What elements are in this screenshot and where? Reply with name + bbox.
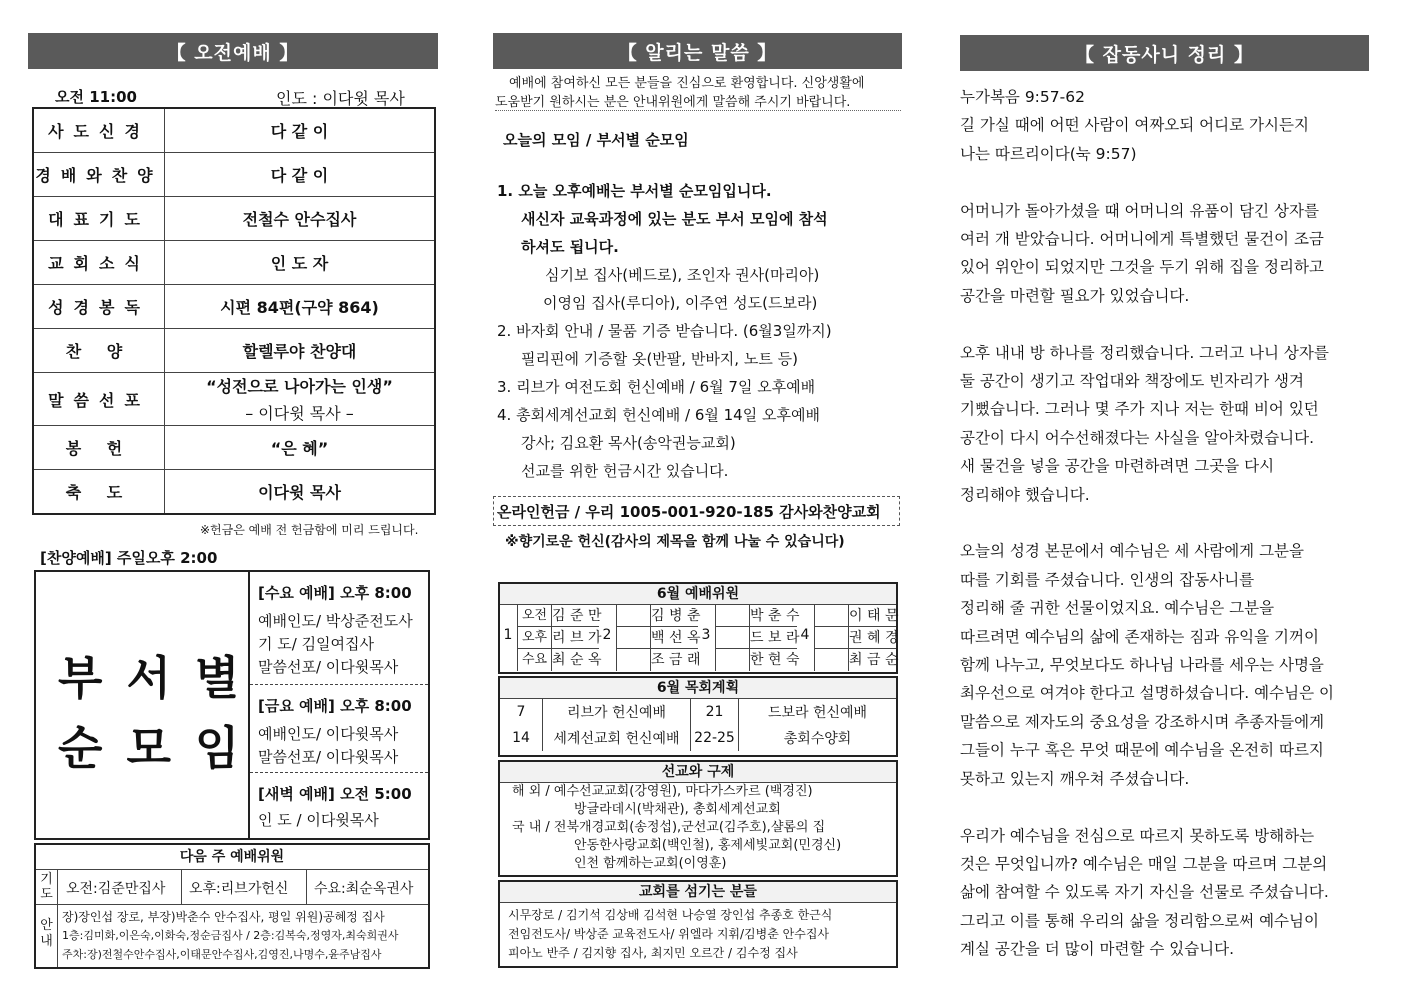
notices-intro	[495, 72, 901, 111]
duty-name: 김 병 춘	[650, 605, 698, 627]
essay-header: 【 잡동사니 정리 】	[960, 35, 1369, 71]
notice-item: 심기보 집사(베드로), 조인자 권사(마리아)	[545, 266, 820, 284]
order-value: 시편 84편(구약 864)	[165, 285, 436, 329]
servants-title: 교회를 섬기는 분들	[500, 882, 896, 903]
order-key: 대표기도	[33, 197, 165, 241]
next-cell: 오후:리브가헌신	[189, 881, 289, 897]
essay-line: 나는 따르리이다(눅 9:57)	[960, 144, 1137, 163]
plan-event: 총회수양회	[783, 731, 852, 747]
essay-line: 함께 나누고, 무엇보다도 하나님 나라를 세우는 사명을	[960, 656, 1324, 675]
order-key: 사도신경	[33, 108, 165, 153]
duty-slot	[715, 649, 749, 671]
duty-slot: 오전	[517, 605, 551, 627]
essay-line: 말씀으로 제자도의 중요성을 강조하시며 추종자들에게	[960, 712, 1325, 731]
fragrant-offering: ※향기로운 헌신(감사의 제목을 함께 나눌 수 있습니다)	[505, 534, 845, 550]
mission-line: 방글라데시(박채관), 총회세계선교회	[574, 802, 781, 817]
duty-name: 이 태 문	[848, 605, 896, 627]
friday-title: [금요 예배] 오후 8:00	[258, 697, 412, 715]
duty-name: 한 현 숙	[749, 649, 797, 671]
essay-line: 새 물건을 넣을 공간을 마련하려면 그곳을 다시	[960, 457, 1275, 476]
online-offering: 온라인헌금 / 우리 1005-001-920-185 감사와찬양교회	[493, 496, 900, 526]
mission-line: 해 외 / 예수선교교회(강영원), 마다가스카르 (백경진)	[512, 784, 813, 799]
next-prayer-key: 기도	[36, 870, 58, 904]
today-meeting: 오늘의 모임 / 부서별 순모임	[503, 131, 689, 149]
duty-week-number: 4	[800, 627, 810, 643]
order-key: 경배와찬양	[33, 153, 165, 197]
wednesday-line: 말씀선포/ 이다윗목사	[258, 658, 399, 676]
duty-week-number: 1	[503, 627, 513, 643]
notice-item: 2. 바자회 안내 / 물품 기증 받습니다. (6월3일까지)	[497, 322, 832, 340]
plan-event: 드보라 헌신예배	[767, 705, 868, 721]
wednesday-cell	[250, 572, 428, 685]
next-cell: 수요:최순옥권사	[314, 881, 414, 897]
june-duty-grid	[500, 605, 899, 672]
essay-paragraph	[960, 822, 1369, 964]
essay-line: 계실 공간을 더 많이 마련할 수 있습니다.	[960, 940, 1235, 959]
june-plan-table	[500, 699, 896, 751]
friday-line: 예배인도/ 이다윗목사	[258, 725, 399, 743]
duty-slot: 수요	[517, 649, 551, 671]
order-of-worship	[32, 107, 436, 515]
june-plan-box	[498, 676, 898, 757]
next-cell: 오전:김준만집사	[66, 881, 166, 897]
notice-item: 필리핀에 기증할 옷(반팔, 반바지, 노트 등)	[521, 350, 798, 368]
essay-line: 공간을 마련할 필요가 있었습니다.	[960, 286, 1190, 305]
duty-name: 최 금 순	[848, 649, 896, 671]
order-key: 축 도	[33, 470, 165, 515]
notice-item: 1. 오늘 오후예배는 부서별 순모임입니다.	[497, 182, 772, 200]
worship-leader: 인도 : 이다윗 목사	[276, 89, 405, 108]
servants-line: 전임전도사/ 박상준 교육전도사/ 위엘라 지휘/김병춘 안수집사	[508, 927, 830, 941]
dawn-title: [새벽 예배] 오전 5:00	[258, 785, 412, 803]
duty-name: 리 브 가	[551, 627, 599, 649]
plan-date: 14	[500, 725, 543, 751]
next-prayer-row	[36, 870, 428, 905]
essay-line: 따를 기회를 주셨습니다. 인생의 잡동사니를	[960, 570, 1255, 589]
intro-line: 도움받기 원하시는 분은 안내위원에게 말씀해 주시기 바랍니다.	[495, 95, 851, 110]
essay-paragraph	[960, 339, 1369, 509]
june-duty-title: 6월 예배위원	[500, 584, 896, 605]
june-plan-title: 6월 목회계획	[500, 678, 896, 699]
duty-name: 최 순 옥	[551, 649, 599, 671]
duty-slot	[715, 605, 749, 627]
next-guide-key: 안내	[36, 905, 58, 967]
notice-item: 3. 리브가 여전도회 헌신예배 / 6월 7일 오후예배	[497, 378, 816, 396]
friday-cell	[250, 685, 428, 773]
notice-list	[497, 177, 901, 485]
friday-line: 말씀선포/ 이다윗목사	[258, 748, 399, 766]
servants-line: 시무장로 / 김기석 김상배 김석현 나승열 장인섭 추종호 한근식	[508, 908, 833, 922]
dawn-line: 인 도 / 이다윗목사	[258, 811, 379, 829]
divider	[181, 870, 182, 904]
essay-line: 어머니가 돌아가셨을 때 어머니의 유품이 담긴 상자를	[960, 201, 1319, 220]
wednesday-line: 기 도/ 김일여집사	[258, 635, 375, 653]
duty-slot	[814, 649, 848, 671]
essay-line: 오후 내내 방 하나를 정리했습니다. 그러고 나니 상자를	[960, 343, 1329, 362]
next-week-box	[34, 843, 430, 969]
duty-name: 드 보 라	[749, 627, 797, 649]
essay-paragraph	[960, 197, 1369, 311]
essay-line: 길 가실 때에 어떤 사람이 여짜오되 어디로 가시든지	[960, 116, 1309, 135]
dawn-cell	[250, 773, 428, 838]
essay-line: 둘 공간이 생기고 작업대와 책장에도 빈자리가 생겨	[960, 372, 1304, 391]
mission-line: 인천 함께하는교회(이영훈)	[574, 856, 727, 871]
mission-line: 국 내 / 전북개경교회(송정섭),군선교(김주호),샬롬의 집	[512, 820, 826, 835]
servants-box	[498, 880, 898, 968]
order-value: 다 같 이	[165, 153, 436, 197]
duty-slot: 오후	[517, 627, 551, 649]
order-key: 봉 헌	[33, 426, 165, 470]
order-value: 다 같 이	[165, 108, 436, 153]
duty-group	[500, 605, 602, 672]
essay-line: 그리고 이를 통해 우리의 삶을 정리함으로써 예수님이	[960, 911, 1319, 930]
duty-slot	[814, 627, 848, 649]
notice-item: 새신자 교육과정에 있는 분도 부서 모임에 참석	[521, 210, 828, 228]
order-value: 이다윗 목사	[165, 470, 436, 515]
worship-time: 오전 11:00	[55, 88, 137, 106]
essay-line: 삶에 참여할 수 있도록 자기 자신을 선물로 주셨습니다.	[960, 883, 1329, 902]
essay-line: 그들이 누구 혹은 무엇 때문에 예수님을 온전히 따르지	[960, 741, 1324, 760]
duty-group	[797, 605, 899, 672]
sermon-title: “성전으로 나아가는 인생”	[206, 377, 393, 396]
essay-line: 따르려면 예수님의 삶에 존재하는 짐과 유익을 기꺼이	[960, 627, 1319, 646]
essay-line: 기뻤습니다. 그러나 몇 주가 지나 저는 한때 비어 있던	[960, 400, 1319, 419]
next-guide-line: 장)장인섭 장로, 부장)박춘수 안수집사, 평일 위원)공혜정 집사	[62, 910, 385, 924]
big-title-line1: 부 서 별	[58, 651, 244, 705]
order-key: 교회소식	[33, 241, 165, 285]
wednesday-line: 예배인도/ 박상준전도사	[258, 612, 413, 630]
order-value: 인 도 자	[165, 241, 436, 285]
essay-line: 것은 무엇입니까? 예수님은 매일 그분을 따르며 그분의	[960, 854, 1328, 873]
duty-week-number: 3	[701, 627, 711, 643]
duty-week-number: 2	[602, 627, 612, 643]
duty-group	[698, 605, 800, 672]
intro-line: 예배에 참여하신 모든 분들을 진심으로 환영합니다. 신앙생활에	[509, 76, 865, 91]
order-key: 성경봉독	[33, 285, 165, 329]
mission-line: 안동한사랑교회(백인철), 홍제세빛교회(민경신)	[574, 838, 842, 853]
order-key: 찬 양	[33, 329, 165, 373]
duty-name: 박 춘 수	[749, 605, 797, 627]
notice-item: 4. 총회세계선교회 헌신예배 / 6월 14일 오후예배	[497, 406, 820, 424]
offering-note: ※헌금은 예배 전 헌금함에 미리 드립니다.	[200, 523, 419, 537]
plan-date: 22-25	[691, 725, 739, 751]
essay-line: 공간이 다시 어수선해졌다는 사실을 알아차렸습니다.	[960, 428, 1315, 447]
plan-date: 7	[500, 699, 543, 725]
essay-line: 정리해야 했습니다.	[960, 485, 1090, 504]
duty-slot	[616, 605, 650, 627]
worship-header: 【 오전예배 】	[28, 33, 438, 69]
duty-name: 권 혜 경	[848, 627, 896, 649]
order-value	[165, 373, 436, 426]
big-title-line2: 순 모 임	[58, 721, 244, 775]
notice-item: 이영임 집사(루디아), 이주연 성도(드보라)	[543, 294, 818, 312]
notice-item: 강사; 김요환 목사(송악권능교회)	[521, 434, 736, 452]
sermon-preacher: – 이다윗 목사 –	[245, 404, 354, 423]
order-value: 할렐루야 찬양대	[165, 329, 436, 373]
duty-name: 조 금 래	[650, 649, 698, 671]
duty-slot	[616, 649, 650, 671]
praise-worship-title: [찬양예배] 주일오후 2:00	[40, 549, 218, 567]
duty-slot	[616, 627, 650, 649]
mission-title: 선교와 구제	[500, 762, 896, 783]
essay-line: 최우선으로 여겨야 한다고 설명하셨습니다. 예수님은 이	[960, 684, 1334, 703]
essay-line: 정리해 줄 귀한 선물이었지요. 예수님은 그분을	[960, 599, 1275, 618]
notice-item: 선교를 위한 헌금시간 있습니다.	[521, 462, 729, 480]
mission-box	[498, 760, 898, 877]
divider	[306, 870, 307, 904]
notices-header: 【 알리는 말씀 】	[493, 33, 902, 69]
june-duty-box	[498, 582, 898, 674]
plan-event: 리브가 헌신예배	[543, 699, 691, 725]
order-key: 말씀선포	[33, 373, 165, 426]
essay-line: 여러 개 받았습니다. 어머니에게 특별했던 물건이 조금	[960, 230, 1324, 249]
essay-paragraph	[960, 537, 1369, 793]
duty-name: 백 선 옥	[650, 627, 698, 649]
wednesday-title: [수요 예배] 오후 8:00	[258, 584, 412, 602]
next-guide-line: 주차:장)전철수안수집사,이태문안수집사,김영진,나명수,윤주남집사	[62, 948, 382, 961]
duty-group	[599, 605, 701, 672]
essay-line: 우리가 예수님을 전심으로 따르지 못하도록 방해하는	[960, 826, 1315, 845]
duty-name: 김 준 만	[551, 605, 599, 627]
plan-event: 세계선교회 헌신예배	[543, 725, 691, 751]
duty-slot	[715, 627, 749, 649]
weekday-box	[34, 570, 430, 840]
essay-line: 못하고 있는지 깨우쳐 주셨습니다.	[960, 769, 1190, 788]
servants-line: 피아노 반주 / 김지향 집사, 최지민 오르간 / 김수정 집사	[508, 946, 798, 960]
order-value: “은 혜”	[165, 426, 436, 470]
next-week-title: 다음 주 예배위원	[36, 845, 428, 870]
duty-slot	[814, 605, 848, 627]
essay-body	[960, 83, 1369, 992]
big-title-cell	[36, 572, 250, 838]
essay-line: 오늘의 성경 본문에서 예수님은 세 사람에게 그분을	[960, 542, 1304, 561]
next-guide-line: 1층:김미화,이은숙,이화숙,정순금집사 / 2층:김복숙,정영자,최숙희권사	[62, 929, 399, 942]
order-value: 전철수 안수집사	[165, 197, 436, 241]
essay-paragraph	[960, 83, 1369, 168]
plan-date: 21	[691, 699, 739, 725]
essay-line: 누가복음 9:57-62	[960, 88, 1085, 106]
notice-item: 하셔도 됩니다.	[521, 238, 619, 256]
essay-line: 있어 위안이 되었지만 그것을 두기 위해 집을 정리하고	[960, 258, 1324, 277]
